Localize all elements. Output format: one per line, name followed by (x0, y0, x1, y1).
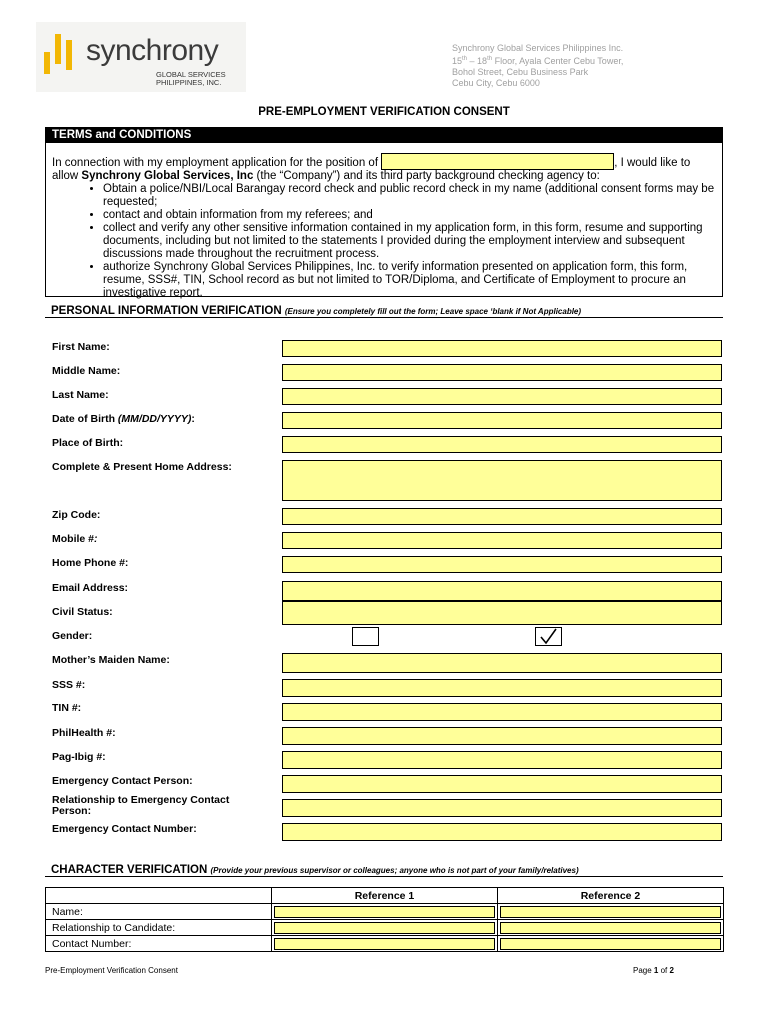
row-label-relationship: Relationship to Candidate: (46, 920, 272, 936)
place-of-birth-label: Place of Birth: (52, 437, 124, 449)
address-line-4: Cebu City, Cebu 6000 (452, 78, 540, 88)
tin-label: TIN #: (52, 702, 82, 714)
row-label-contact: Contact Number: (46, 936, 272, 952)
sss-label: SSS #: (52, 679, 86, 691)
sup-b: th (487, 56, 493, 62)
ref2-relationship-input[interactable] (500, 922, 721, 934)
terms-bullet: • collect and verify any other sensitive information contained in my application form, in this form, resume and supporting documents, including but not limited to the statements I provided during the employment interview and subsequent discussions made throughout the recruitment process. (103, 222, 716, 261)
mobile-input[interactable] (282, 532, 722, 549)
footer-doc-name: Pre-Employment Verification Consent (45, 966, 178, 975)
personal-heading-text: PERSONAL INFORMATION VERIFICATION (51, 305, 282, 317)
gender-female-checkbox[interactable] (535, 627, 562, 646)
ref1-name-input[interactable] (274, 906, 495, 918)
address-line-3: Bohol Street, Cebu Business Park (452, 67, 589, 77)
floor-mid: – 18 (467, 56, 488, 66)
logo-wordmark: synchrony (86, 34, 219, 67)
ref2-name-cell (498, 904, 724, 920)
row-label-name: Name: (46, 904, 272, 920)
address-line-2 (452, 54, 623, 67)
ref1-relationship-cell (272, 920, 498, 936)
footer-page: 1 (653, 966, 659, 975)
mothers-maiden-input[interactable] (282, 653, 722, 673)
synchrony-logo-icon (44, 34, 84, 76)
middle-name-input[interactable] (282, 364, 722, 381)
mobile-label-b: : (94, 533, 98, 545)
first-name-input[interactable] (282, 340, 722, 357)
email-label: Email Address: (52, 582, 129, 594)
sup-a: th (462, 56, 468, 62)
address-input[interactable] (282, 460, 722, 501)
footer-page-label: Page (633, 966, 654, 975)
sss-input[interactable] (282, 679, 722, 697)
pagibig-input[interactable] (282, 751, 722, 769)
first-name-label: First Name: (52, 341, 110, 353)
floor-b: Floor, Ayala Center Cebu Tower, (492, 56, 624, 66)
terms-body (46, 143, 722, 300)
dob-label-format: (MM/DD/YYYY) (117, 413, 192, 425)
terms-bullet: • contact and obtain information from my referees; and (103, 209, 716, 222)
dob-input[interactable] (282, 412, 722, 429)
terms-company: Synchrony Global Services, Inc (81, 170, 254, 182)
mobile-label (52, 534, 272, 545)
civil-status-label: Civil Status: (52, 606, 113, 618)
tin-input[interactable] (282, 703, 722, 721)
reference-2-header: Reference 2 (498, 888, 724, 904)
emergency-number-label: Emergency Contact Number: (52, 823, 197, 835)
middle-name-label: Middle Name: (52, 365, 121, 377)
table-row (46, 936, 724, 952)
terms-heading: TERMS and CONDITIONS (46, 128, 722, 143)
terms-intro-c: (the “Company”) and its third party background checking agency to: (253, 170, 600, 182)
table-header-blank (46, 888, 272, 904)
relationship-input[interactable] (282, 799, 722, 817)
personal-info-heading (45, 305, 723, 318)
reference-1-header: Reference 1 (272, 888, 498, 904)
pagibig-label: Pag-Ibig #: (52, 751, 106, 763)
table-header-row (46, 888, 724, 904)
ref2-contact-input[interactable] (500, 938, 721, 950)
position-input[interactable] (381, 153, 614, 170)
philhealth-input[interactable] (282, 727, 722, 745)
terms-list (78, 183, 716, 300)
philhealth-label: PhilHealth #: (52, 727, 116, 739)
footer-page-number (633, 966, 674, 975)
footer-of: of (658, 966, 670, 975)
terms-intro-a: In connection with my employment application for the position of (52, 157, 382, 169)
footer-total: 2 (669, 966, 674, 975)
home-phone-input[interactable] (282, 556, 722, 573)
emergency-number-input[interactable] (282, 823, 722, 841)
zip-input[interactable] (282, 508, 722, 525)
character-heading (45, 864, 723, 877)
emergency-person-label: Emergency Contact Person: (52, 775, 193, 787)
home-phone-label: Home Phone #: (52, 557, 129, 569)
gender-male-checkbox[interactable] (352, 627, 379, 646)
terms-bullet: • Obtain a police/NBI/Local Barangay record check and public record check in my name (additional consent forms may be requested; (103, 183, 716, 209)
table-row (46, 904, 724, 920)
check-icon (536, 628, 561, 645)
document-title: PRE-EMPLOYMENT VERIFICATION CONSENT (258, 106, 510, 118)
logo-subtitle (156, 71, 226, 87)
dob-label (52, 414, 272, 425)
ref1-contact-input[interactable] (274, 938, 495, 950)
personal-heading-note: (Ensure you completely fill out the form; Leave space ‘blank if Not Applicable) (284, 307, 582, 316)
ref1-name-cell (272, 904, 498, 920)
mobile-label-a: Mobile # (52, 533, 95, 545)
address-line-1: Synchrony Global Services Philippines Inc. (452, 43, 624, 53)
mothers-maiden-label: Mother’s Maiden Name: (52, 654, 170, 666)
ref2-contact-cell (498, 936, 724, 952)
zip-label: Zip Code: (52, 509, 101, 521)
reference-table (45, 887, 724, 952)
place-of-birth-input[interactable] (282, 436, 722, 453)
ref1-relationship-input[interactable] (274, 922, 495, 934)
ref1-contact-cell (272, 936, 498, 952)
terms-intro-b: , I would like to allow (52, 157, 691, 182)
gender-label: Gender: (52, 630, 93, 642)
terms-bullet: • authorize Synchrony Global Services Philippines, Inc. to verify information presented on application form, this form, resume, SSS#, TIN, School record as but not limited to TOR/Diploma, and Certificate of Employment to procure an investigative report. (103, 261, 716, 300)
character-heading-note: (Provide your previous supervisor or colleagues; anyone who is not part of your family/relatives) (210, 866, 579, 875)
character-heading-text: CHARACTER VERIFICATION (51, 864, 208, 876)
dob-label-c: : (191, 413, 195, 425)
company-logo (36, 22, 246, 92)
last-name-input[interactable] (282, 388, 722, 405)
ref2-name-input[interactable] (500, 906, 721, 918)
table-row (46, 920, 724, 936)
terms-box (45, 127, 723, 297)
address-label: Complete & Present Home Address: (52, 461, 232, 473)
relationship-label: Relationship to Emergency Contact Person: (52, 794, 230, 817)
floor-a: 15 (452, 56, 463, 66)
dob-label-a: Date of Birth (52, 413, 118, 425)
emergency-person-input[interactable] (282, 775, 722, 793)
civil-status-input[interactable] (282, 601, 722, 625)
logo-sub-line1: GLOBAL SERVICES (156, 70, 226, 79)
logo-sub-line2: PHILIPPINES, INC. (156, 78, 222, 87)
last-name-label: Last Name: (52, 389, 109, 401)
ref2-relationship-cell (498, 920, 724, 936)
company-address (452, 43, 623, 89)
email-input[interactable] (282, 581, 722, 601)
